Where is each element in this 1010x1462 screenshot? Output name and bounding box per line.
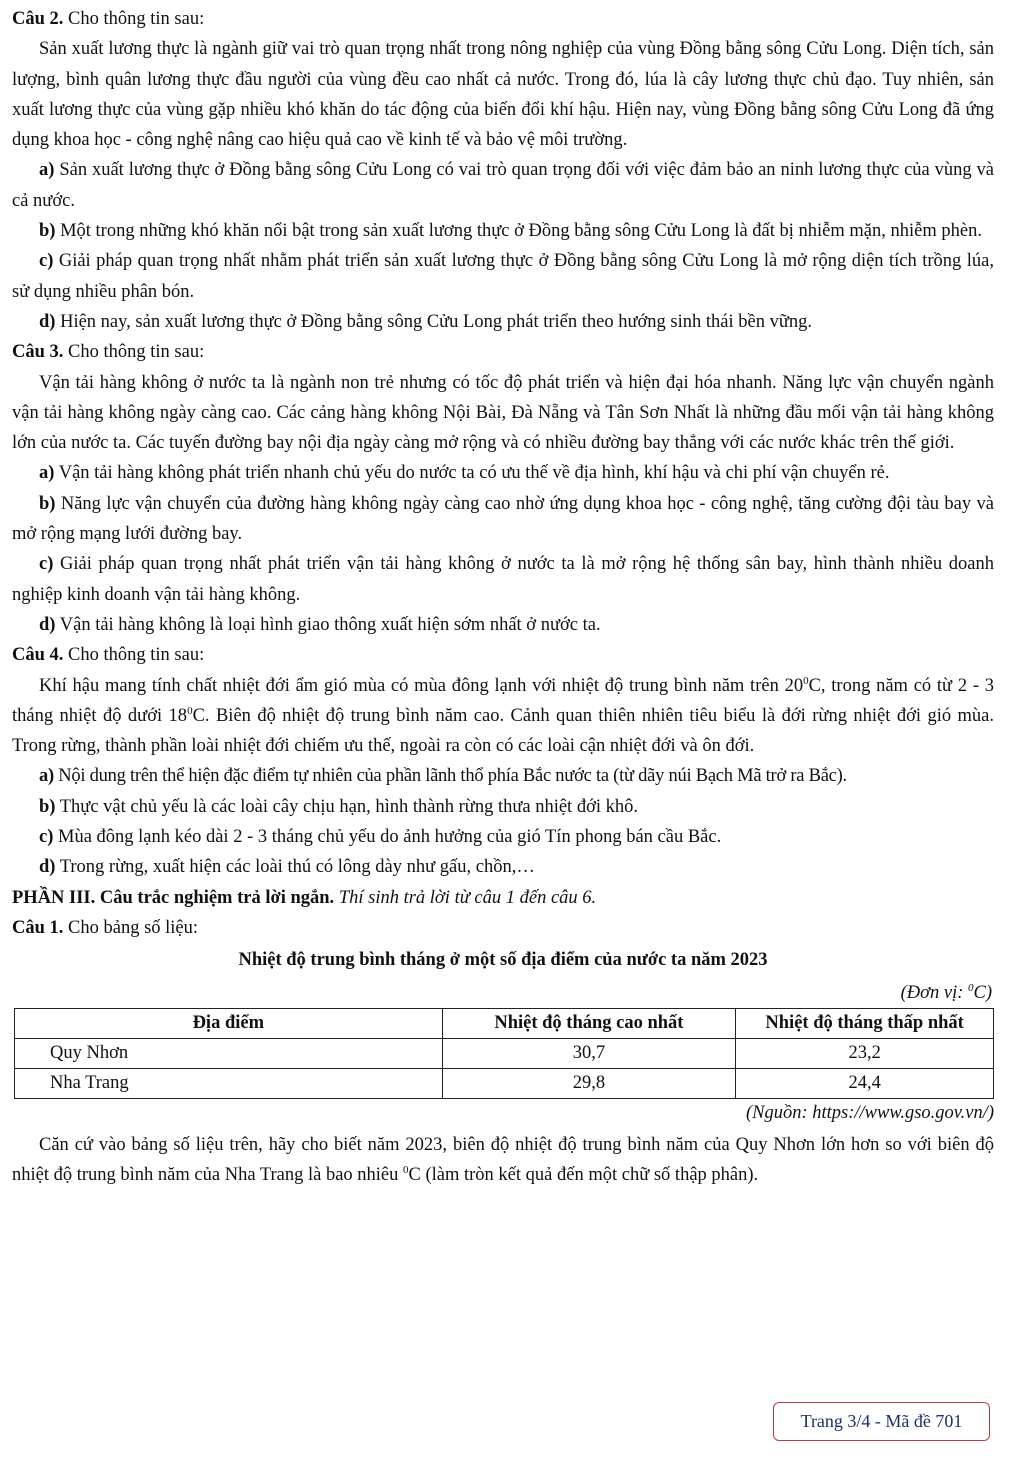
option-key: a) <box>39 463 55 484</box>
option-text: Trong rừng, xuất hiện các loài thú có lông dày như gấu, chồn,… <box>55 857 535 878</box>
option-key: b) <box>39 796 56 817</box>
option-key: d) <box>39 311 56 332</box>
question-3-option-b <box>12 489 994 550</box>
option-text: Vận tải hàng không phát triển nhanh chủ yếu do nước ta có ưu thế về địa hình, khí hậu và chi phí vận chuyển rẻ. <box>54 463 890 484</box>
question-2-option-c <box>12 246 994 307</box>
page-footer-text: Trang 3/4 - Mã đề 701 <box>800 1411 963 1431</box>
part-3-heading <box>12 883 994 913</box>
option-key: d) <box>39 614 56 635</box>
option-text: Năng lực vận chuyển của đường hàng không ngày càng cao nhờ ứng dụng khoa học - công nghệ, tăng cường đội tàu bay và mở rộng mạng lưới đường bay. <box>12 493 994 545</box>
question-intro: Cho thông tin sau: <box>63 9 205 29</box>
table-cell: 24,4 <box>736 1068 994 1098</box>
column-header: Địa điểm <box>15 1008 443 1038</box>
table-unit <box>12 978 994 1008</box>
table-cell: Quy Nhơn <box>15 1038 443 1068</box>
question-2-option-b <box>12 216 994 246</box>
option-key: c) <box>39 251 54 272</box>
table-row <box>15 1038 994 1068</box>
question-4-option-a <box>12 761 994 791</box>
question-label: Câu 3. <box>12 342 64 363</box>
question-3-passage: Vận tải hàng không ở nước ta là ngành non trẻ nhưng có tốc độ phát triển và hiện đại hóa nhanh. Năng lực vận chuyển ngành vận tải hàng không ngày càng cao. Các cảng hàng không Nội Bài, Đà Nẵng và Tân Sơn Nhất là những đầu mối vận tải hàng không lớn của nước ta. Các tuyến đường bay nội địa ngày càng mở rộng và có nhiều đường bay thẳng với các nước khác trên thế giới. <box>12 372 994 454</box>
question-label: Câu 1. <box>12 917 64 938</box>
option-text: Một trong những khó khăn nổi bật trong sản xuất lương thực ở Đồng bằng sông Cửu Long là đất bị nhiễm mặn, nhiễm phèn. <box>55 221 982 242</box>
option-key: c) <box>39 827 54 848</box>
option-text: Giải pháp quan trọng nhất phát triển vận tải hàng không ở nước ta là mở rộng hệ thống sân bay, hình thành nhiều doanh nghiệp kinh doanh vận tải hàng không. <box>12 554 994 605</box>
degree-superscript: 0 <box>968 981 974 994</box>
option-key: d) <box>39 857 56 878</box>
passage-part: C. Biên độ nhiệt độ trung bình năm cao. Cảnh quan thiên nhiên tiêu biểu là đới rừng nhiệt đới gió mùa. Trong rừng, thành phần loài nhiệt đới chiếm ưu thế, ngoài ra còn có các loài cận nhiệt đới và ôn đới. <box>12 705 995 757</box>
option-text: Thực vật chủ yếu là các loài cây chịu hạn, hình thành rừng thưa nhiệt đới khô. <box>55 796 638 817</box>
question-2-passage: Sản xuất lương thực là ngành giữ vai trò quan trọng nhất trong nông nghiệp của vùng Đồng bằng sông Cửu Long. Diện tích, sản lượng, bình quân lương thực đầu người của vùng đều cao nhất cả nước. Trong đó, lúa là cây lương thực chủ đạo. Tuy nhiên, sản xuất lương thực của vùng gặp nhiều khó khăn do tác động của biến đổi khí hậu. Hiện nay, vùng Đồng bằng sông Cửu Long đã ứng dụng khoa học - công nghệ nâng cao hiệu quả cao về kinh tế và bảo vệ môi trường. <box>12 39 994 151</box>
degree-superscript: 0 <box>187 704 193 717</box>
option-text: Sản xuất lương thực ở Đồng bằng sông Cửu Long có vai trò quan trọng đối với việc đảm bảo an ninh lương thực của vùng và cả nước. <box>12 160 994 211</box>
option-key: b) <box>39 493 56 514</box>
question-2-header <box>12 4 994 34</box>
question-2-option-d <box>12 307 994 337</box>
question-text: C (làm tròn kết quả đến một chữ số thập phân). <box>408 1165 759 1186</box>
question-intro: Cho thông tin sau: <box>63 342 205 363</box>
question-text: Căn cứ vào bảng số liệu trên, hãy cho biết năm 2023, biên độ nhiệt độ trung bình năm của Quy Nhơn lớn hơn so với biên độ nhiệt độ trung bình năm của Nha Trang là bao nhiêu <box>12 1134 994 1186</box>
option-text: Vận tải hàng không là loại hình giao thông xuất hiện sớm nhất ở nước ta. <box>55 614 601 635</box>
question-3-header <box>12 337 994 367</box>
question-4-option-d <box>12 852 994 882</box>
table-cell: 23,2 <box>736 1038 994 1068</box>
column-header: Nhiệt độ tháng cao nhất <box>442 1008 736 1038</box>
table-cell: 29,8 <box>442 1068 736 1098</box>
option-text: Hiện nay, sản xuất lương thực ở Đồng bằng sông Cửu Long phát triển theo hướng sinh thái bền vững. <box>55 311 812 332</box>
part-3-question-1-text <box>12 1130 994 1191</box>
table-row <box>15 1068 994 1098</box>
option-key: a) <box>39 160 55 181</box>
page-footer-badge <box>773 1402 990 1441</box>
table-title: Nhiệt độ trung bình tháng ở một số địa điểm của nước ta năm 2023 <box>238 950 768 971</box>
question-4-option-b <box>12 792 994 822</box>
table-cell: 30,7 <box>442 1038 736 1068</box>
option-text: Giải pháp quan trọng nhất nhằm phát triển sản xuất lương thực ở Đồng bằng sông Cửu Long là mở rộng diện tích trồng lúa, sử dụng nhiều phân bón. <box>12 251 994 302</box>
unit-prefix: (Đơn vị: <box>900 982 968 1003</box>
question-2-option-a <box>12 155 994 216</box>
option-key: c) <box>39 554 54 575</box>
question-label: Câu 4. <box>12 645 64 666</box>
passage-part: Khí hậu mang tính chất nhiệt đới ẩm gió mùa có mùa đông lạnh với nhiệt độ trung bình năm trên 20 <box>39 675 804 696</box>
question-4-header <box>12 640 994 670</box>
option-key: b) <box>39 221 56 242</box>
question-label: Câu 2. <box>12 9 64 29</box>
table-header-row <box>15 1008 994 1038</box>
option-text: Nội dung trên thể hiện đặc điểm tự nhiên của phần lãnh thổ phía Bắc nước ta (từ dãy núi Bạch Mã trở ra Bắc). <box>53 766 847 787</box>
part-instruction: Thí sinh trả lời từ câu 1 đến câu 6. <box>334 887 597 908</box>
question-intro: Cho bảng số liệu: <box>63 917 199 938</box>
degree-superscript: 0 <box>403 1164 409 1177</box>
unit-suffix: C) <box>973 982 992 1003</box>
question-4-option-c <box>12 822 994 852</box>
question-3-option-c <box>12 549 994 610</box>
table-source: (Nguồn: https://www.gso.gov.vn/) <box>745 1102 994 1123</box>
part-heading: PHẦN III. Câu trắc nghiệm trả lời ngắn. <box>12 887 335 908</box>
option-key: a) <box>39 766 54 787</box>
column-header: Nhiệt độ tháng thấp nhất <box>736 1008 994 1038</box>
degree-superscript: 0 <box>803 674 809 687</box>
question-3-option-a <box>12 458 994 488</box>
question-4-passage <box>12 671 994 762</box>
exam-page <box>12 4 994 1190</box>
question-intro: Cho thông tin sau: <box>63 645 205 666</box>
table-cell: Nha Trang <box>15 1068 443 1098</box>
temperature-table <box>14 1008 994 1099</box>
passage-part: C, trong năm có từ 2 - 3 tháng nhiệt độ dưới 18 <box>12 675 994 726</box>
question-3-option-d <box>12 610 994 640</box>
part-3-question-1-header <box>12 913 994 943</box>
option-text: Mùa đông lạnh kéo dài 2 - 3 tháng chủ yếu do ảnh hưởng của gió Tín phong bán cầu Bắc. <box>53 827 722 848</box>
